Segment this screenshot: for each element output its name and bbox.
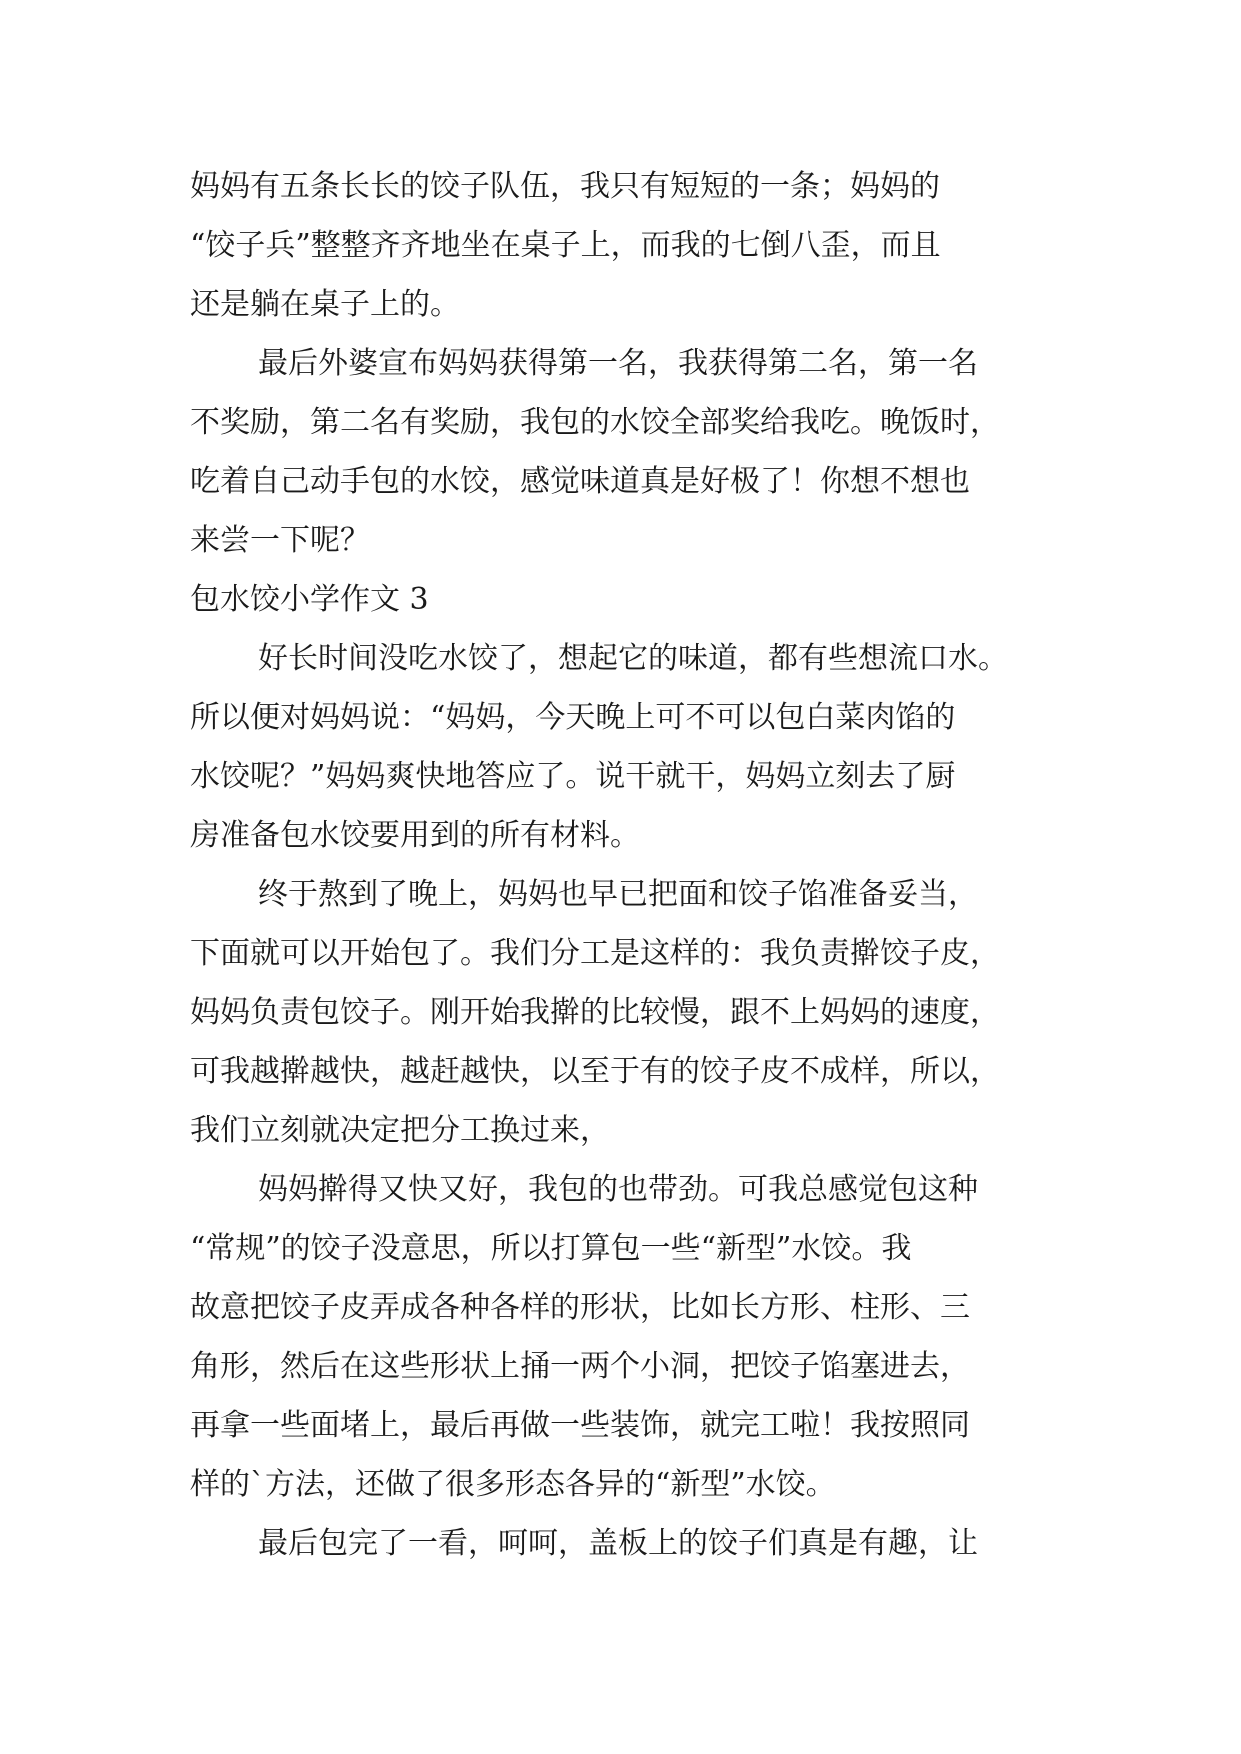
text-line: 还是躺在桌子上的。	[190, 287, 460, 322]
text-line: 房准备包水饺要用到的所有材料。	[190, 818, 640, 853]
text-line: 好长时间没吃水饺了，想起它的味道，都有些想流口水。	[258, 641, 1008, 676]
text-line: 水饺呢？”妈妈爽快地答应了。说干就干，妈妈立刻去了厨	[190, 759, 956, 794]
text-line: 最后包完了一看，呵呵，盖板上的饺子们真是有趣，让	[258, 1526, 978, 1561]
document-body	[190, 157, 1046, 1573]
text-line: “饺子兵”整整齐齐地坐在桌子上，而我的七倒八歪，而且	[190, 228, 941, 263]
paragraph	[190, 334, 1046, 570]
text-line: 吃着自己动手包的水饺，感觉味道真是好极了！你想不想也	[190, 464, 970, 499]
text-line: 最后外婆宣布妈妈获得第一名，我获得第二名，第一名	[258, 346, 978, 381]
text-line: 终于熬到了晚上，妈妈也早已把面和饺子馅准备妥当，	[258, 877, 978, 912]
paragraph	[190, 1160, 1046, 1514]
text-line: 可我越擀越快，越赶越快，以至于有的饺子皮不成样，所以，	[190, 1054, 1000, 1089]
section-heading	[190, 570, 1046, 629]
text-line: 故意把饺子皮弄成各种各样的形状，比如长方形、柱形、三	[190, 1290, 970, 1325]
text-line: 不奖励，第二名有奖励，我包的水饺全部奖给我吃。晚饭时，	[190, 405, 1000, 440]
text-line: “常规”的饺子没意思，所以打算包一些“新型”水饺。我	[190, 1231, 912, 1266]
paragraph	[190, 865, 1046, 1160]
text-line: 来尝一下呢？	[190, 523, 370, 558]
heading-text: 包水饺小学作文 3	[190, 582, 429, 617]
paragraph	[190, 157, 1046, 334]
text-line: 角形，然后在这些形状上捅一两个小洞，把饺子馅塞进去，	[190, 1349, 970, 1384]
text-line: 所以便对妈妈说：“妈妈，今天晚上可不可以包白菜肉馅的	[190, 700, 956, 735]
paragraph	[190, 629, 1046, 865]
text-line: 再拿一些面堵上，最后再做一些装饰，就完工啦！我按照同	[190, 1408, 970, 1443]
text-line: 妈妈擀得又快又好，我包的也带劲。可我总感觉包这种	[258, 1172, 978, 1207]
paragraph	[190, 1514, 1046, 1573]
text-line: 样的`方法，还做了很多形态各异的“新型”水饺。	[190, 1467, 836, 1502]
text-line: 下面就可以开始包了。我们分工是这样的：我负责擀饺子皮，	[190, 936, 1000, 971]
text-line: 妈妈负责包饺子。刚开始我擀的比较慢，跟不上妈妈的速度，	[190, 995, 1000, 1030]
text-line: 妈妈有五条长长的饺子队伍，我只有短短的一条；妈妈的	[190, 169, 940, 204]
text-line: 我们立刻就决定把分工换过来，	[190, 1113, 610, 1148]
